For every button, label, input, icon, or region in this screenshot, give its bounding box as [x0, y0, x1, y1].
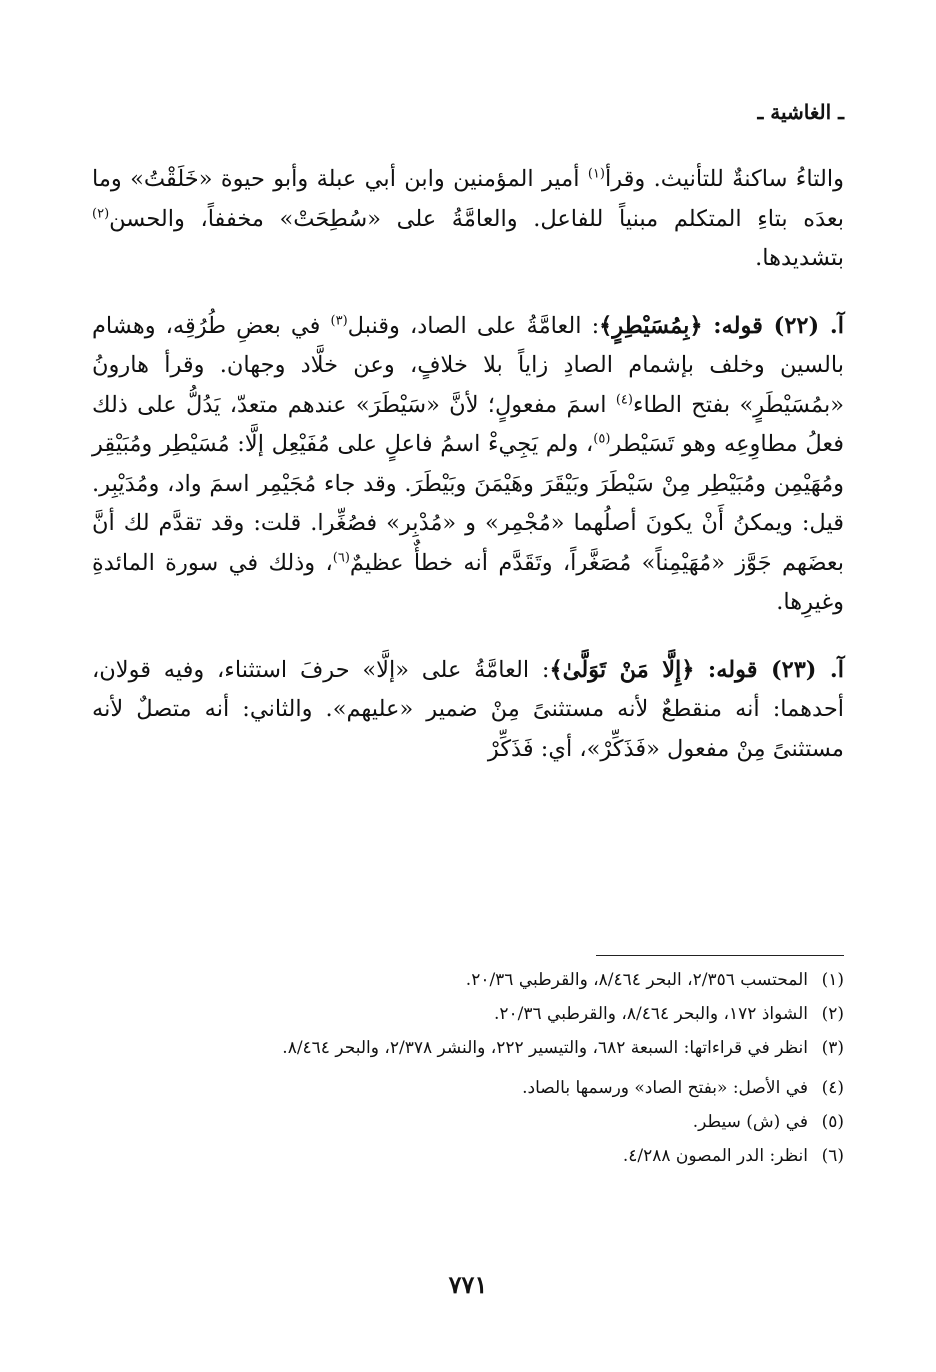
running-header: ـ الغاشية ـ: [757, 100, 844, 124]
footnote-text: في (ش) سيطر.: [692, 1112, 808, 1132]
footnote-marker: (١): [587, 166, 605, 182]
text-run: في بعضِ طُرُقِه، وهشام بالسين وخلف بإشمام الصادِ زاياً بلا خلافٍ، وعن خلَّاد وجهان. وقرأ هارونُ «بمُسَيْطَرٍ» بفتح الطاء: [92, 312, 844, 418]
footnote: [92, 1141, 844, 1171]
paragraph: [92, 160, 844, 279]
footnote-marker: (٦): [332, 550, 350, 565]
footnote-marker: (٥): [593, 431, 611, 447]
footnote-number: (٥): [821, 1112, 844, 1132]
footnote-number: (٣): [821, 1038, 844, 1058]
footnote-number: (٤): [821, 1078, 844, 1098]
page-number: ٧٧١: [448, 1270, 488, 1299]
footnote: [92, 1107, 844, 1137]
text-run: اسمَ مفعولٍ؛ لأنَّ «سَيْطَرَ» عندهم متعدّ، يَدُلُّ على ذلك فعلُ مطاوِعِه وهو تَسَيْطر: [92, 391, 844, 457]
text-run: والتاءُ ساكنةٌ للتأنيث. وقرأ: [604, 166, 844, 192]
footnote-divider: [596, 955, 844, 956]
text-run: ، وذلك في سورة المائدةِ وغيرِها.: [92, 549, 844, 615]
footnote-text: الشواذ ١٧٢، والبحر ٨/٤٦٤، والقرطبي ٢٠/٣٦.: [493, 1004, 808, 1024]
footnote: [92, 965, 844, 995]
footnotes: [92, 965, 844, 1175]
footnote: [92, 1033, 844, 1063]
footnote-marker: (٣): [330, 313, 348, 328]
footnote: [92, 1073, 844, 1103]
text-run: : العامَّةُ على الصاد، وقنبل: [347, 312, 600, 339]
paragraph: [92, 651, 844, 770]
text-run: بتشديدها.: [755, 245, 844, 271]
text-run: ، ولم يَجِيءْ اسمُ فاعلٍ على مُفَيْعِل إلَّا: مُسَيْطِر ومُبَيْقِر ومُهَيْمِن ومُبَيْطِر مِنْ سَيْطَرَ وبَيْقَرَ وهَيْمَنَ وبَيْطَرَ. وقد جاء مُجَيْمِر اسمَ واد، ومُدَيْبِر. قيل: ويمكنُ أَنْ يكونَ أصلُهما «مُجْمِر» و «مُدْبِر» فصُغِّرا. قلت: وقد تقدَّم لك أنَّ بعضَهم جَوَّز «مُهَيْمِناً» مُصَغَّراً، وتَقَدَّم أنه خطأٌ عظيمٌ: [92, 431, 844, 576]
main-text: [92, 160, 844, 797]
footnote-text: انظر: الدر المصون ٤/٢٨٨.: [622, 1146, 808, 1166]
verse-heading: آ. (٢٣) قوله: ﴿إِلَّا مَنْ تَوَلَّىٰ﴾: [549, 656, 844, 683]
text-run: أمير المؤمنين وابن أبي عبلة وأبو حيوة «خَلَقْتُ» وما بعدَه بتاءِ المتكلم مبنياً للفاعل. والعامَّةُ على «سُطِحَتْ» مخففاً، والحسن: [92, 166, 844, 232]
footnote-text: المحتسب ٢/٣٥٦، البحر ٨/٤٦٤، والقرطبي ٢٠/٣٦.: [465, 970, 808, 990]
footnote-text: في الأصل: «بفتح الصاد» ورسمها بالصاد.: [522, 1078, 808, 1098]
footnote-marker: (٤): [615, 392, 633, 407]
footnote-marker: (٢): [92, 206, 110, 221]
verse-heading: آ. (٢٢) قوله: ﴿بِمُسَيْطِرٍ﴾: [599, 312, 844, 339]
text-run: : العامَّةُ على «إلَّا» حرفَ استثناء، وفيه قولان، أحدهما: أنه منقطعٌ لأنه مستثنىً مِنْ ضمير «عليهم». والثاني: أنه متصلٌ لأنه مستثنىً مِنْ مفعول «فَذَكِّرْ»، أي: فَذَكِّرْ: [92, 656, 844, 762]
footnote-text: انظر في قراءاتها: السبعة ٦٨٢، والتيسير ٢٢٢، والنشر ٢/٣٧٨، والبحر ٨/٤٦٤.: [282, 1038, 808, 1058]
footnote-number: (٢): [821, 1004, 844, 1024]
footnote-number: (١): [821, 970, 844, 990]
paragraph: [92, 307, 844, 623]
footnote: [92, 999, 844, 1029]
footnote-number: (٦): [821, 1146, 844, 1166]
